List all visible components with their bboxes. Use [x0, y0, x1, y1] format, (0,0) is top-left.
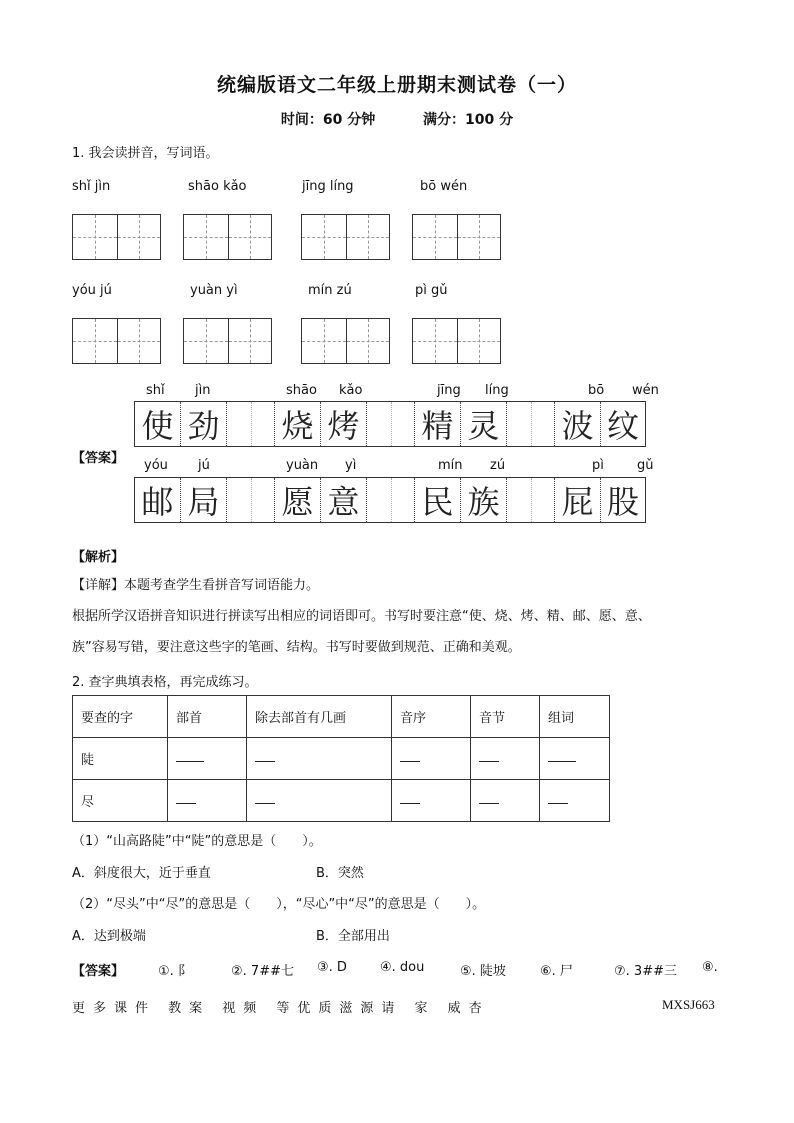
answer-item: ②. 7##七 [231, 964, 294, 979]
answer-pinyin: gǔ [637, 458, 654, 473]
writing-grid[interactable] [301, 214, 390, 260]
answer-char: 邮 [134, 478, 180, 522]
answer-grid-row-1 [134, 401, 646, 447]
answer-char: 精 [414, 402, 460, 446]
answer-item: ①. 阝 [158, 964, 191, 979]
detail-heading: 【详解】本题考查学生看拼音写词语能力。 [72, 578, 320, 593]
detail-text: 根据所学汉语拼音知识进行拼读写出相应的词语即可。书写时要注意“使、烧、烤、精、邮、愿、意、 [72, 609, 651, 624]
writing-grid[interactable] [72, 214, 161, 260]
analysis-label: 【解析】 [72, 550, 125, 565]
detail-text: 族”容易写错，要注意这些字的笔画、结构。书写时要做到规范、正确和美观。 [72, 640, 521, 655]
grid-spacer [226, 478, 274, 522]
writing-grid[interactable] [183, 214, 272, 260]
option-a: A．斜度很大，近于垂直 [72, 866, 211, 881]
answer-char: 烤 [320, 402, 366, 446]
answer-char: 纹 [600, 402, 646, 446]
pinyin-label: mín zú [308, 283, 352, 298]
time-label: 时间：60 分钟 [280, 112, 376, 128]
table-header: 组词 [540, 696, 610, 738]
answer-pinyin: jīng [437, 383, 461, 398]
table-row [73, 738, 610, 780]
answer-item: ⑥. 尸 [540, 964, 573, 979]
table-cell-blank[interactable] [392, 738, 471, 780]
answer-char: 烧 [274, 402, 320, 446]
table-cell-blank[interactable] [168, 738, 247, 780]
answer-item: ⑧. [702, 960, 718, 975]
answer-pinyin: jìn [195, 383, 211, 398]
table-header: 部首 [168, 696, 247, 738]
answer-pinyin: bō [588, 383, 605, 398]
table-header: 要查的字 [73, 696, 168, 738]
grid-spacer [226, 402, 274, 446]
answer-pinyin: mín [438, 458, 463, 473]
table-cell-blank[interactable] [540, 780, 610, 822]
answer-char: 灵 [460, 402, 506, 446]
answer-pinyin: líng [485, 383, 509, 398]
table-cell-blank[interactable] [540, 738, 610, 780]
writing-grid[interactable] [72, 318, 161, 364]
table-header: 音节 [471, 696, 540, 738]
answer-pinyin: shǐ [146, 383, 165, 398]
question-1-prompt: 1. 我会读拼音，写词语。 [72, 146, 219, 161]
table-header: 音序 [392, 696, 471, 738]
answer-pinyin: wén [632, 383, 659, 398]
table-row [73, 780, 610, 822]
answer-item: ③. D [317, 960, 347, 975]
pinyin-label: pì gǔ [415, 283, 448, 298]
pinyin-label: bō wén [420, 179, 468, 194]
footer-promo: 更多课件 教案 视频 等优质滋源请 家 威杏 [72, 1001, 490, 1016]
table-cell-blank[interactable] [392, 780, 471, 822]
answer-char: 使 [134, 402, 180, 446]
option-b: B．突然 [316, 866, 364, 881]
option-b: B．全部用出 [316, 929, 390, 944]
answer-char: 民 [414, 478, 460, 522]
sub-question-1: （1）“山高路陡”中“陡”的意思是（ ）。 [72, 834, 322, 849]
footer-code: MXSJ663 [662, 997, 715, 1012]
answer-label: 【答案】 [72, 451, 125, 466]
writing-grid[interactable] [412, 214, 501, 260]
table-cell-blank[interactable] [471, 738, 540, 780]
answer-pinyin: kǎo [339, 383, 363, 398]
pinyin-label: yóu jú [72, 283, 112, 298]
table-header-row [73, 696, 610, 738]
table-cell-blank[interactable] [247, 780, 392, 822]
grid-spacer [506, 402, 554, 446]
answer-char: 族 [460, 478, 506, 522]
pinyin-label: shāo kǎo [188, 179, 247, 194]
answer-char: 劲 [180, 402, 226, 446]
pinyin-label: shǐ jìn [72, 179, 111, 194]
answer-pinyin: zú [490, 458, 506, 473]
table-cell-blank[interactable] [168, 780, 247, 822]
grid-spacer [366, 478, 414, 522]
answer-label: 【答案】 [72, 964, 125, 979]
answer-char: 局 [180, 478, 226, 522]
writing-grid[interactable] [412, 318, 501, 364]
answer-char: 波 [554, 402, 600, 446]
sub-question-2: （2）“尽头”中“尽”的意思是（ ），“尽心”中“尽”的意思是（ ）。 [72, 897, 486, 912]
writing-grid[interactable] [301, 318, 390, 364]
writing-grid[interactable] [183, 318, 272, 364]
option-a: A．达到极端 [72, 929, 146, 944]
answer-char: 意 [320, 478, 366, 522]
question-2-prompt: 2. 查字典填表格，再完成练习。 [72, 675, 258, 690]
score-label: 满分：100 分 [423, 112, 514, 128]
grid-spacer [366, 402, 414, 446]
table-cell-char: 陡 [73, 738, 168, 780]
answer-pinyin: yuàn [286, 458, 319, 473]
table-cell-blank[interactable] [471, 780, 540, 822]
exam-info [0, 109, 794, 129]
grid-spacer [506, 478, 554, 522]
answer-char: 股 [600, 478, 646, 522]
pinyin-label: yuàn yì [190, 283, 238, 298]
answer-item: ⑦. 3##三 [614, 964, 677, 979]
answer-pinyin: pì [592, 458, 604, 473]
page-title: 统编版语文二年级上册期末测试卷（一） [216, 74, 577, 96]
answer-pinyin: shāo [286, 383, 317, 398]
answer-pinyin: yì [345, 458, 357, 473]
table-cell-char: 尽 [73, 780, 168, 822]
answer-pinyin: yóu [144, 458, 168, 473]
answer-item: ④. dou [380, 960, 425, 975]
table-cell-blank[interactable] [247, 738, 392, 780]
answer-char: 屁 [554, 478, 600, 522]
dictionary-table [72, 695, 610, 822]
pinyin-label: jīng líng [302, 179, 354, 194]
answer-grid-row-2 [134, 477, 646, 523]
answer-pinyin: jú [198, 458, 210, 473]
answer-item: ⑤. 陡坡 [460, 964, 506, 979]
table-header: 除去部首有几画 [247, 696, 392, 738]
answer-char: 愿 [274, 478, 320, 522]
